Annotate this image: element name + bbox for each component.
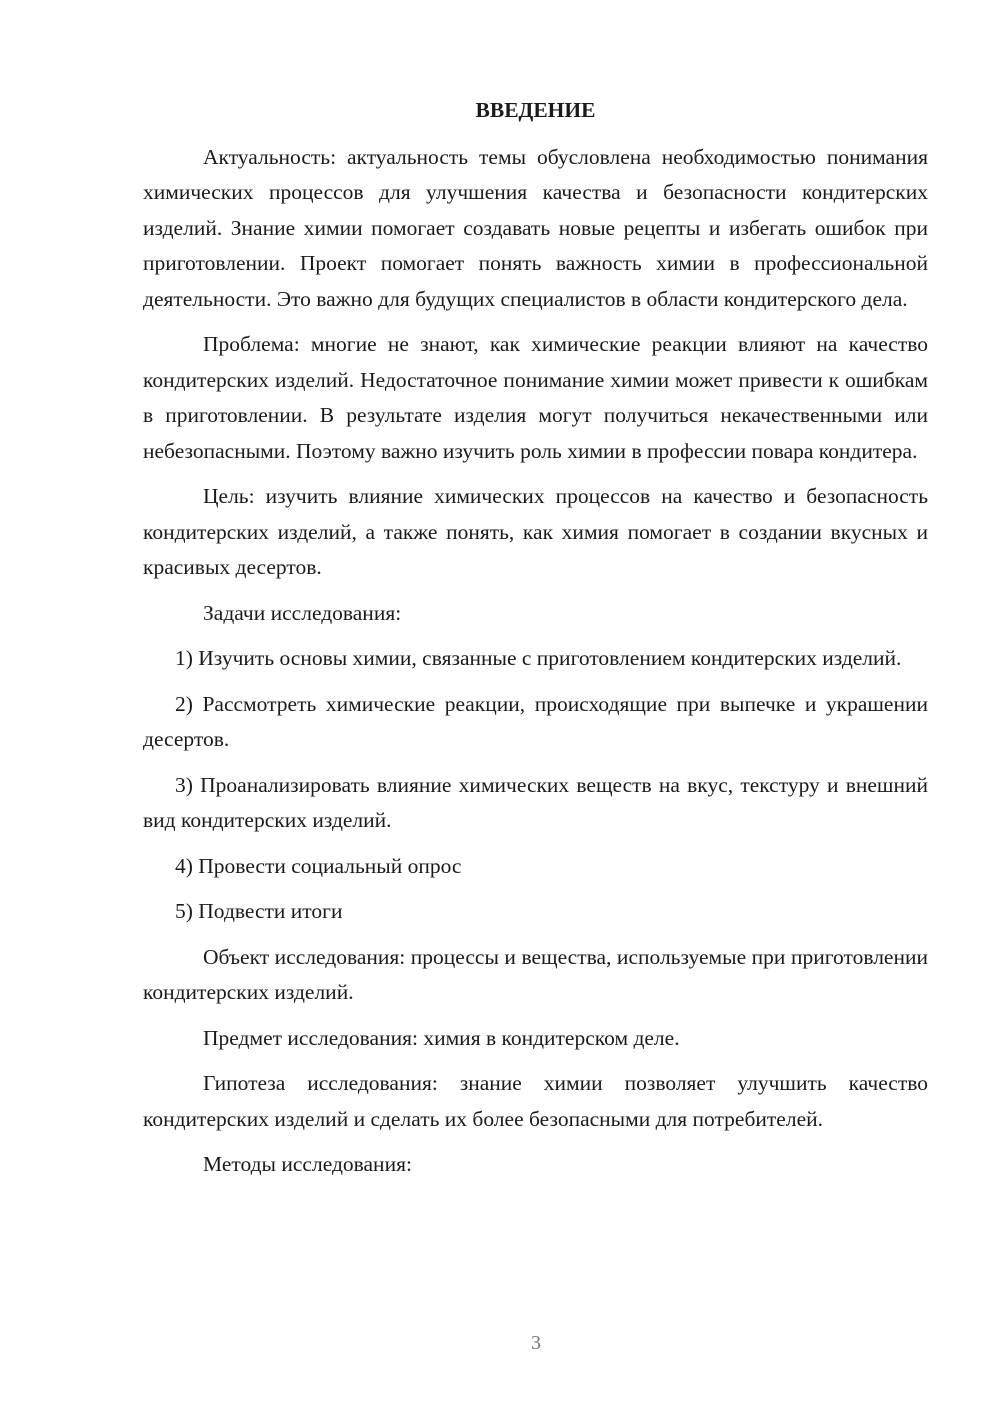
page-number: 3 xyxy=(531,1332,541,1354)
list-item-task-3: 3) Проанализировать влияние химических веществ на вкус, текстуру и внешний вид кондитерских изделий. xyxy=(143,772,928,832)
list-item-task-1: 1) Изучить основы химии, связанные с приготовлением кондитерских изделий. xyxy=(175,646,902,670)
section-title: ВВЕДЕНИЕ xyxy=(475,98,596,122)
document-body xyxy=(143,93,928,1193)
paragraph-hypothesis: Гипотеза исследования: знание химии позволяет улучшить качество кондитерских изделий и сделать их более безопасными для потребителей. xyxy=(143,1071,928,1131)
paragraph-relevance: Актуальность: актуальность темы обусловлена необходимостью понимания химических процессов для улучшения качества и безопасности кондитерских изделий. Знание химии помогает создавать новые рецепты и избегать ошибок при приготовлении. Проект помогает понять важность химии в профессиональной деятельности. Это важно для будущих специалистов в области кондитерского дела. xyxy=(143,144,928,311)
paragraph-object: Объект исследования: процессы и вещества, используемые при приготовлении кондитерских изделий. xyxy=(143,944,928,1004)
list-item-task-4: 4) Провести социальный опрос xyxy=(175,853,462,878)
paragraph-tasks-heading: Задачи исследования: xyxy=(203,600,402,625)
paragraph-goal: Цель: изучить влияние химических процессов на качество и безопасность кондитерских изделий, а также понять, как химия помогает в создании вкусных и красивых десертов. xyxy=(143,484,928,579)
paragraph-problem: Проблема: многие не знают, как химические реакции влияют на качество кондитерских изделий. Недостаточное понимание химии может привести к ошибкам в приготовлении. В результате изделия могут получиться некачественными или небезопасными. Поэтому важно изучить роль химии в профессии повара кондитера. xyxy=(143,332,928,463)
list-item-task-2: 2) Рассмотреть химические реакции, происходящие при выпечке и украшении десертов. xyxy=(143,691,928,751)
list-item-task-5: 5) Подвести итоги xyxy=(175,899,343,923)
paragraph-methods: Методы исследования: xyxy=(203,1152,412,1176)
paragraph-subject: Предмет исследования: химия в кондитерском деле. xyxy=(203,1025,680,1050)
